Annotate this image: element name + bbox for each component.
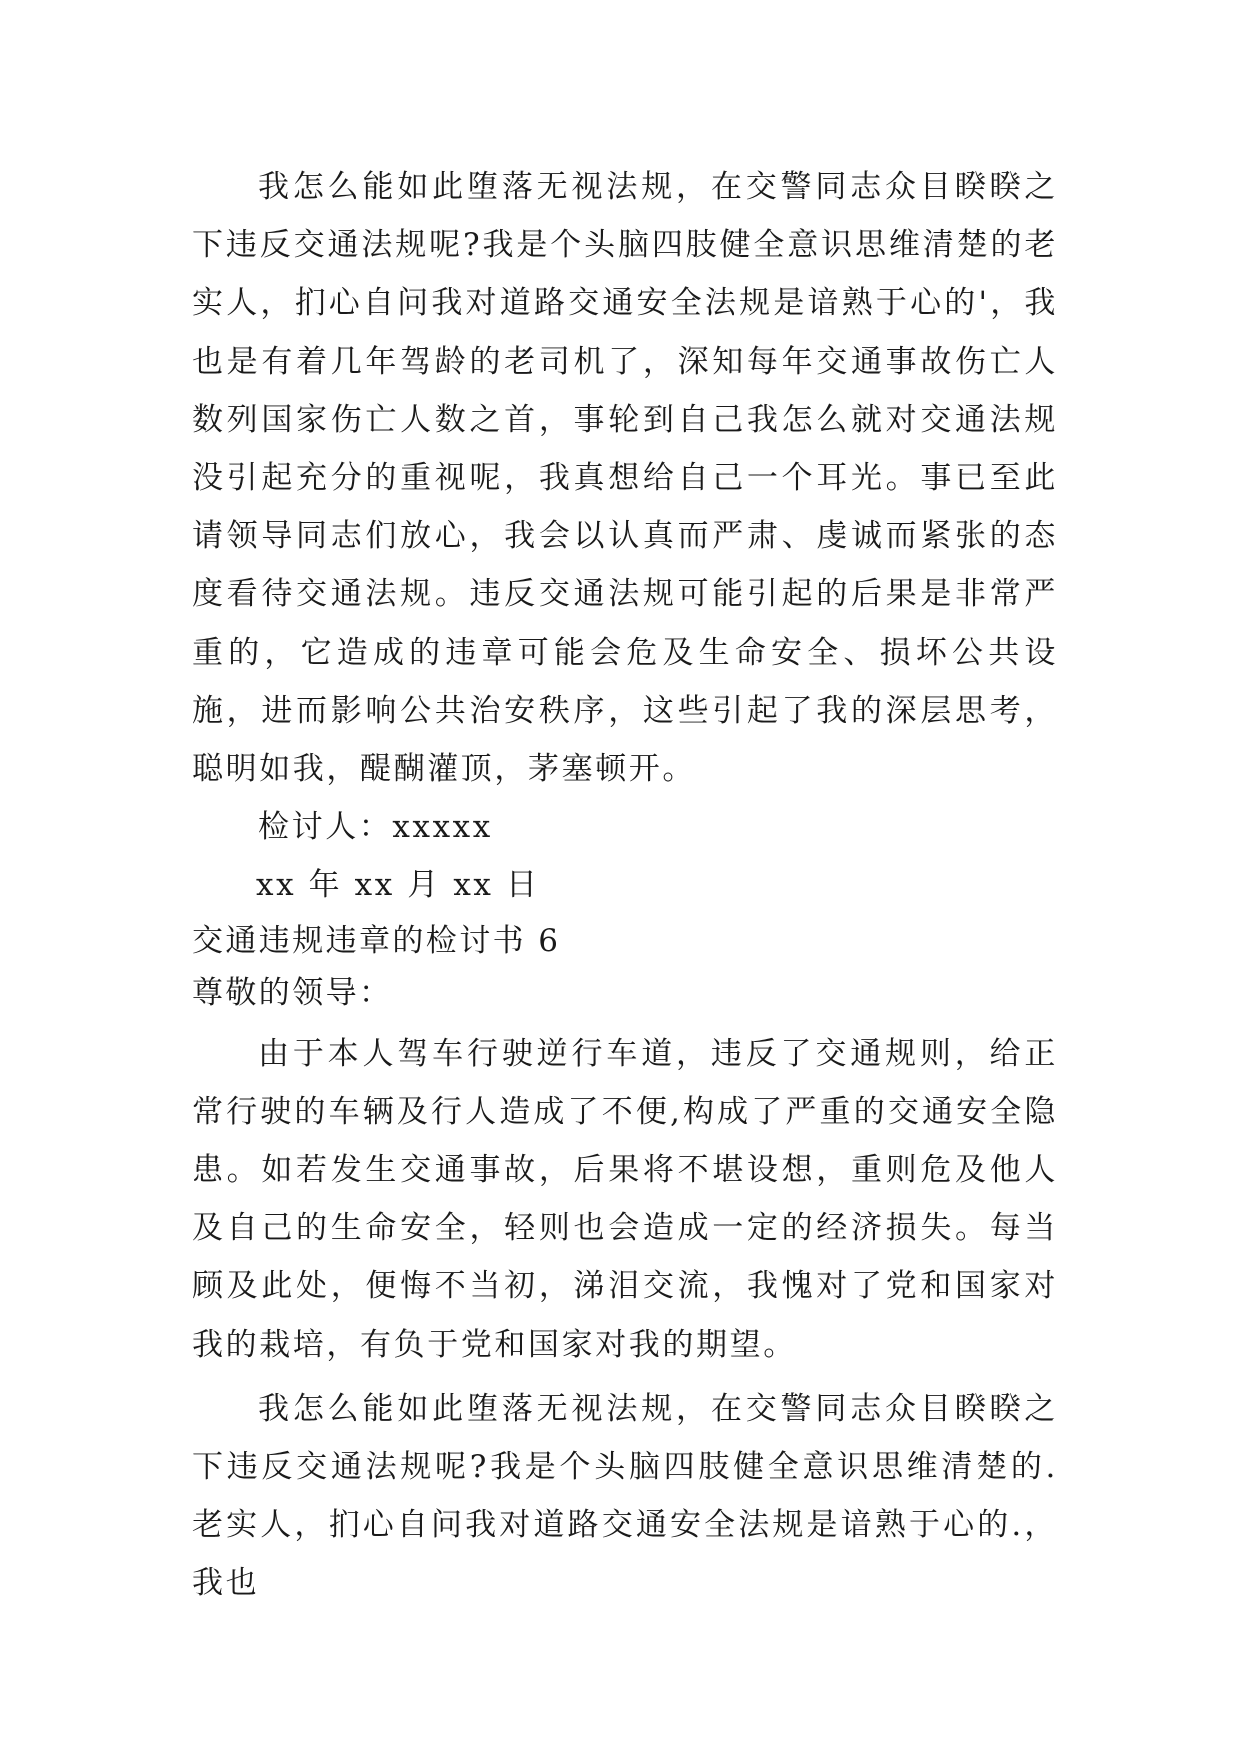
date-line: xx 年 xx 月 xx 日 [256, 867, 540, 904]
section-title: 交通违规违章的检讨书 6 [192, 922, 561, 959]
body-paragraph-3: 我怎么能如此堕落无视法规，在交警同志众目睽睽之下违反交通法规呢?我是个头脑四肢健全意识思维清楚的.老实人，扪心自问我对道路交通安全法规是谙熟于心的.，我也 [192, 1390, 1058, 1602]
salutation: 尊敬的领导： [192, 974, 393, 1011]
body-paragraph-1: 我怎么能如此堕落无视法规，在交警同志众目睽睽之下违反交通法规呢?我是个头脑四肢健全意识思维清楚的老实人，扪心自问我对道路交通安全法规是谙熟于心的'，我也是有着几年驾龄的老司机了，深知每年交通事故伤亡人数列国家伤亡人数之首，事轮到自己我怎么就对交通法规没引起充分的重视呢，我真想给自己一个耳光。事已至此请领导同志们放心，我会以认真而严肃、虔诚而紧张的态度看待交通法规。违反交通法规可能引起的后果是非常严重的，它造成的违章可能会危及生命安全、损坏公共设施，进而影响公共治安秩序，这些引起了我的深层思考，聪明如我，醍醐灌顶，茅塞顿开。 [192, 169, 1058, 788]
signature-line: 检讨人：xxxxx [258, 809, 493, 846]
document-page [192, 158, 1058, 1613]
body-paragraph-2: 由于本人驾车行驶逆行车道，违反了交通规则，给正常行驶的车辆及行人造成了不便,构成了严重的交通安全隐患。如若发生交通事故，后果将不堪设想，重则危及他人及自己的生命安全，轻则也会造成一定的经济损失。每当顾及此处，便悔不当初，涕泪交流，我愧对了党和国家对我的栽培，有负于党和国家对我的期望。 [192, 1035, 1058, 1363]
